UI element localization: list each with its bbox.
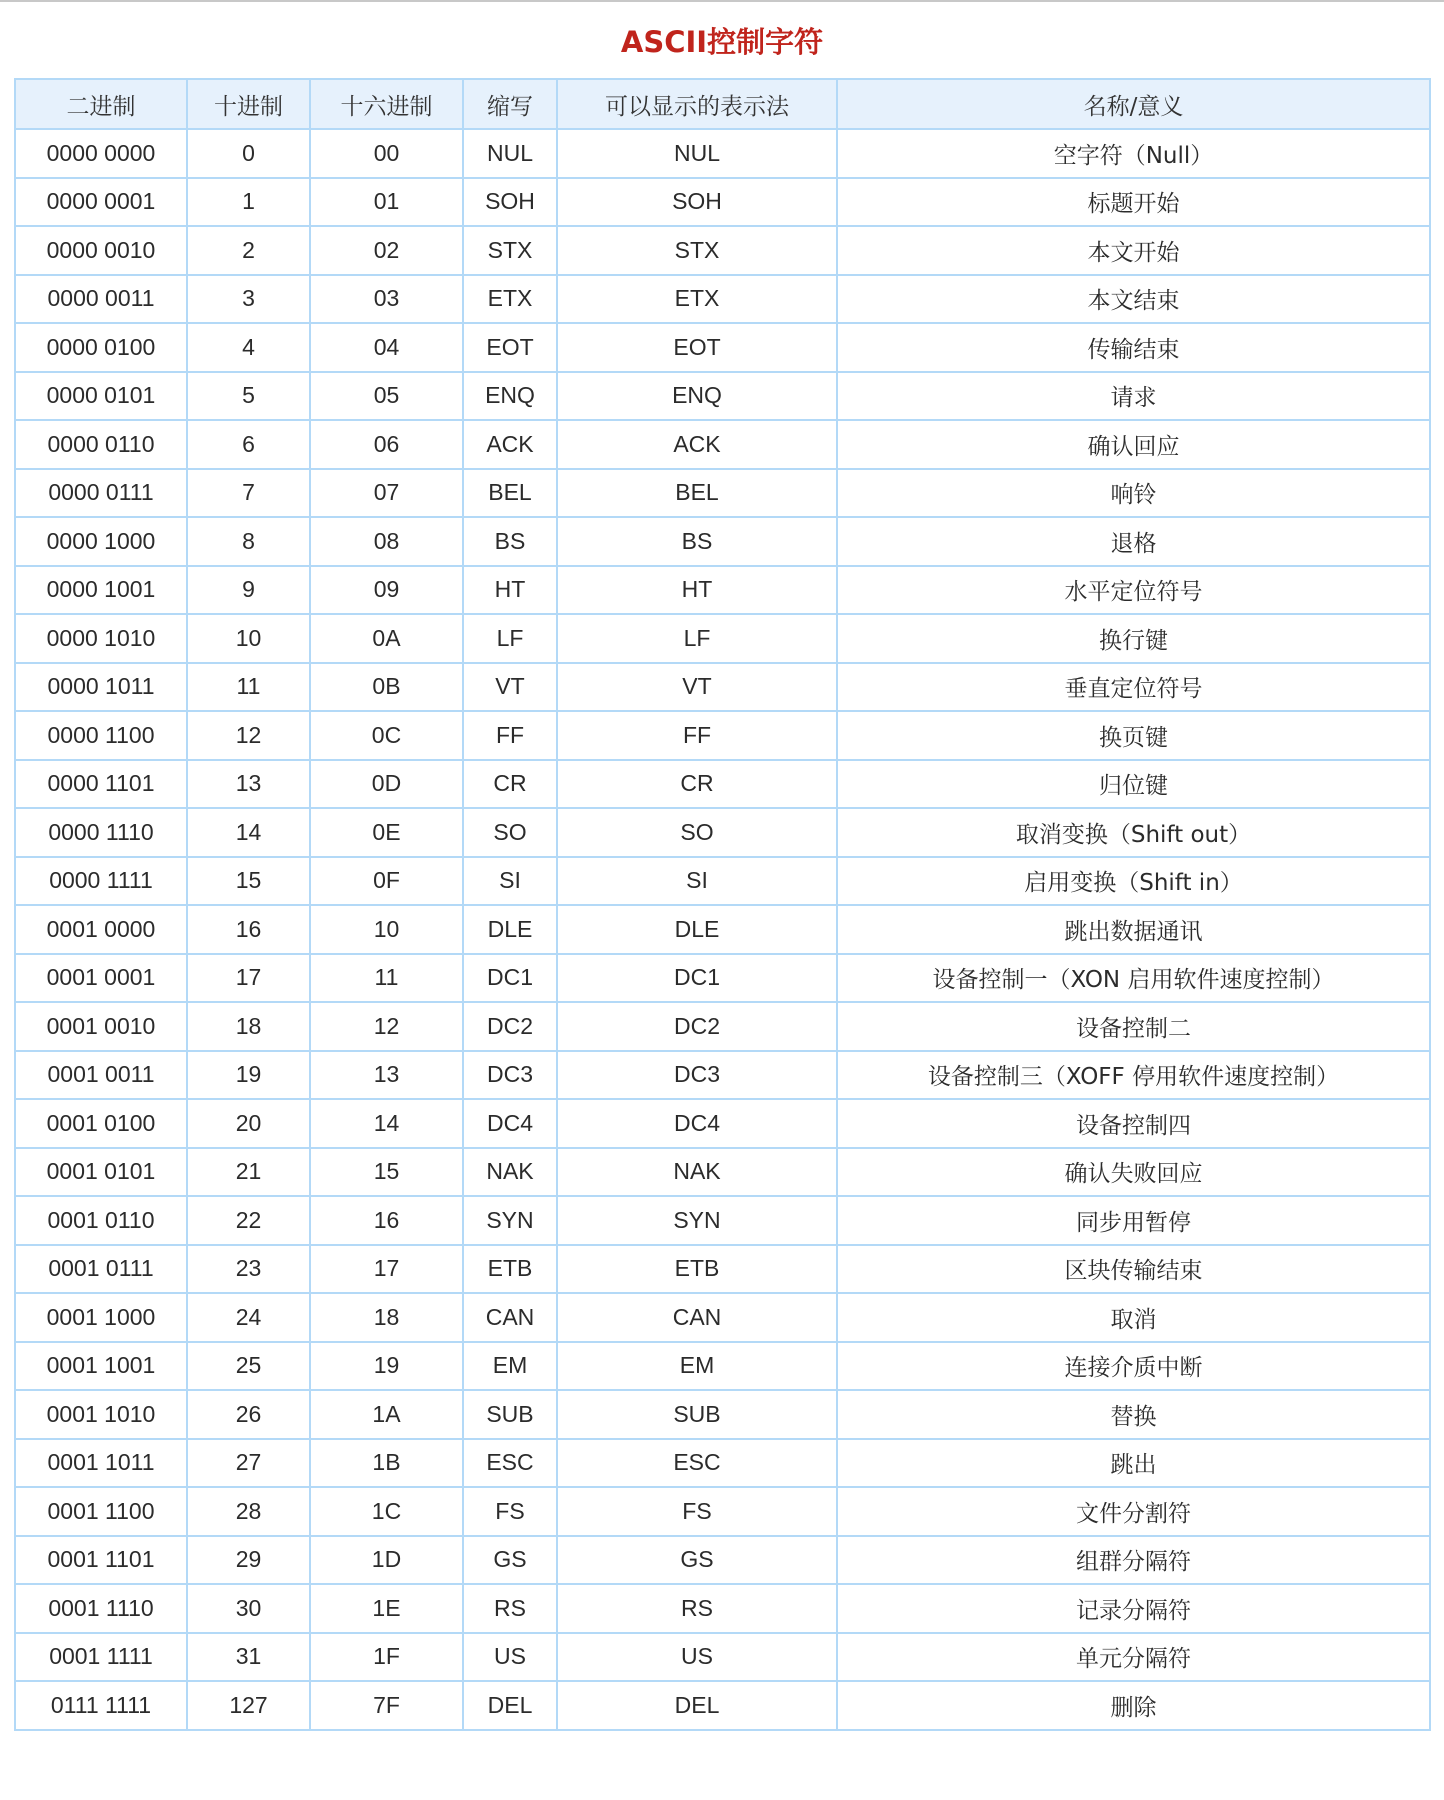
cell-abbreviation: BS [463,517,557,566]
cell-meaning: 替换 [837,1390,1430,1439]
cell-abbreviation: US [463,1633,557,1682]
cell-decimal: 27 [187,1439,310,1488]
cell-decimal: 14 [187,808,310,857]
cell-binary: 0001 1101 [15,1536,187,1585]
cell-decimal: 31 [187,1633,310,1682]
cell-decimal: 7 [187,469,310,518]
cell-hex: 7F [310,1681,463,1730]
cell-binary: 0001 0101 [15,1148,187,1197]
cell-hex: 1A [310,1390,463,1439]
cell-hex: 1B [310,1439,463,1488]
cell-hex: 10 [310,905,463,954]
cell-decimal: 15 [187,857,310,906]
cell-binary: 0000 1100 [15,711,187,760]
cell-binary: 0000 1111 [15,857,187,906]
cell-meaning: 同步用暂停 [837,1196,1430,1245]
cell-meaning: 换页键 [837,711,1430,760]
cell-meaning: 本文结束 [837,275,1430,324]
cell-abbreviation: NAK [463,1148,557,1197]
cell-decimal: 20 [187,1099,310,1148]
cell-binary: 0001 1110 [15,1584,187,1633]
cell-abbreviation: BEL [463,469,557,518]
top-divider [0,0,1444,2]
table-row [15,1439,1430,1488]
table-row [15,178,1430,227]
table-row [15,760,1430,809]
cell-display-glyph: CR [557,760,837,809]
cell-hex: 1C [310,1487,463,1536]
header-abbreviation: 缩写 [463,79,557,129]
cell-meaning: 取消变换（Shift out） [837,808,1430,857]
cell-display-glyph: BEL [557,469,837,518]
cell-abbreviation: ETB [463,1245,557,1294]
cell-display-glyph: BS [557,517,837,566]
cell-binary: 0001 1000 [15,1293,187,1342]
cell-decimal: 16 [187,905,310,954]
cell-display-glyph: ACK [557,420,837,469]
cell-meaning: 启用变换（Shift in） [837,857,1430,906]
table-row [15,1051,1430,1100]
cell-meaning: 归位键 [837,760,1430,809]
table-row [15,663,1430,712]
cell-display-glyph: NAK [557,1148,837,1197]
cell-decimal: 3 [187,275,310,324]
cell-binary: 0001 1111 [15,1633,187,1682]
cell-binary: 0001 1011 [15,1439,187,1488]
cell-decimal: 127 [187,1681,310,1730]
table-row [15,808,1430,857]
cell-decimal: 5 [187,372,310,421]
table-row [15,1196,1430,1245]
cell-binary: 0001 0001 [15,954,187,1003]
cell-binary: 0001 1001 [15,1342,187,1391]
cell-decimal: 12 [187,711,310,760]
cell-decimal: 30 [187,1584,310,1633]
cell-display-glyph: SYN [557,1196,837,1245]
cell-abbreviation: SUB [463,1390,557,1439]
cell-display-glyph: EM [557,1342,837,1391]
cell-abbreviation: DC4 [463,1099,557,1148]
cell-decimal: 17 [187,954,310,1003]
table-row [15,954,1430,1003]
cell-hex: 0C [310,711,463,760]
cell-meaning: 空字符（Null） [837,129,1430,178]
cell-hex: 18 [310,1293,463,1342]
cell-meaning: 确认回应 [837,420,1430,469]
cell-abbreviation: ENQ [463,372,557,421]
cell-abbreviation: DC2 [463,1002,557,1051]
cell-decimal: 25 [187,1342,310,1391]
cell-abbreviation: NUL [463,129,557,178]
table-row [15,614,1430,663]
cell-display-glyph: LF [557,614,837,663]
cell-display-glyph: SUB [557,1390,837,1439]
table-row [15,129,1430,178]
cell-abbreviation: ESC [463,1439,557,1488]
cell-hex: 01 [310,178,463,227]
cell-binary: 0001 0100 [15,1099,187,1148]
cell-decimal: 10 [187,614,310,663]
ascii-control-table [14,78,1431,1731]
cell-display-glyph: DC2 [557,1002,837,1051]
cell-display-glyph: FF [557,711,837,760]
cell-abbreviation: CAN [463,1293,557,1342]
cell-decimal: 8 [187,517,310,566]
cell-hex: 14 [310,1099,463,1148]
cell-display-glyph: SI [557,857,837,906]
header-decimal: 十进制 [187,79,310,129]
cell-display-glyph: VT [557,663,837,712]
cell-meaning: 组群分隔符 [837,1536,1430,1585]
cell-hex: 08 [310,517,463,566]
cell-meaning: 退格 [837,517,1430,566]
cell-hex: 05 [310,372,463,421]
cell-hex: 13 [310,1051,463,1100]
cell-abbreviation: DEL [463,1681,557,1730]
cell-abbreviation: FF [463,711,557,760]
cell-display-glyph: EOT [557,323,837,372]
cell-display-glyph: ESC [557,1439,837,1488]
cell-meaning: 跳出 [837,1439,1430,1488]
cell-display-glyph: DC3 [557,1051,837,1100]
cell-meaning: 确认失败回应 [837,1148,1430,1197]
cell-decimal: 4 [187,323,310,372]
cell-decimal: 18 [187,1002,310,1051]
cell-abbreviation: VT [463,663,557,712]
table-row [15,1681,1430,1730]
cell-meaning: 区块传输结束 [837,1245,1430,1294]
cell-meaning: 文件分割符 [837,1487,1430,1536]
cell-binary: 0000 0000 [15,129,187,178]
cell-display-glyph: RS [557,1584,837,1633]
cell-display-glyph: ETB [557,1245,837,1294]
cell-hex: 1D [310,1536,463,1585]
cell-abbreviation: HT [463,566,557,615]
cell-decimal: 23 [187,1245,310,1294]
cell-abbreviation: GS [463,1536,557,1585]
cell-decimal: 22 [187,1196,310,1245]
cell-abbreviation: SO [463,808,557,857]
table-row [15,226,1430,275]
cell-display-glyph: SO [557,808,837,857]
header-name-meaning: 名称/意义 [837,79,1430,129]
cell-display-glyph: DC1 [557,954,837,1003]
cell-abbreviation: ACK [463,420,557,469]
cell-binary: 0000 1010 [15,614,187,663]
table-row [15,1099,1430,1148]
cell-binary: 0001 0010 [15,1002,187,1051]
cell-meaning: 取消 [837,1293,1430,1342]
table-body [15,129,1430,1730]
cell-abbreviation: DLE [463,905,557,954]
cell-hex: 02 [310,226,463,275]
cell-binary: 0000 1000 [15,517,187,566]
table-row [15,1584,1430,1633]
table-row [15,469,1430,518]
header-hex: 十六进制 [310,79,463,129]
cell-abbreviation: DC1 [463,954,557,1003]
cell-binary: 0000 1101 [15,760,187,809]
cell-hex: 1E [310,1584,463,1633]
cell-meaning: 标题开始 [837,178,1430,227]
cell-display-glyph: DEL [557,1681,837,1730]
cell-binary: 0001 0111 [15,1245,187,1294]
cell-meaning: 跳出数据通讯 [837,905,1430,954]
cell-hex: 12 [310,1002,463,1051]
cell-decimal: 28 [187,1487,310,1536]
cell-hex: 15 [310,1148,463,1197]
cell-abbreviation: LF [463,614,557,663]
cell-hex: 1F [310,1633,463,1682]
cell-binary: 0001 0011 [15,1051,187,1100]
cell-binary: 0001 1010 [15,1390,187,1439]
cell-display-glyph: ETX [557,275,837,324]
cell-meaning: 设备控制四 [837,1099,1430,1148]
cell-hex: 0F [310,857,463,906]
cell-abbreviation: SOH [463,178,557,227]
cell-decimal: 1 [187,178,310,227]
cell-hex: 03 [310,275,463,324]
table-row [15,1390,1430,1439]
cell-binary: 0111 1111 [15,1681,187,1730]
cell-display-glyph: HT [557,566,837,615]
cell-decimal: 11 [187,663,310,712]
cell-meaning: 删除 [837,1681,1430,1730]
cell-abbreviation: CR [463,760,557,809]
cell-binary: 0000 0001 [15,178,187,227]
cell-display-glyph: DLE [557,905,837,954]
cell-meaning: 单元分隔符 [837,1633,1430,1682]
table-row [15,1002,1430,1051]
cell-decimal: 2 [187,226,310,275]
cell-hex: 0A [310,614,463,663]
cell-meaning: 记录分隔符 [837,1584,1430,1633]
cell-display-glyph: GS [557,1536,837,1585]
cell-hex: 11 [310,954,463,1003]
page-title: ASCII控制字符 [620,25,824,59]
cell-display-glyph: NUL [557,129,837,178]
cell-display-glyph: US [557,1633,837,1682]
cell-hex: 0D [310,760,463,809]
table-row [15,566,1430,615]
cell-meaning: 请求 [837,372,1430,421]
cell-meaning: 水平定位符号 [837,566,1430,615]
header-binary: 二进制 [15,79,187,129]
cell-decimal: 29 [187,1536,310,1585]
cell-decimal: 26 [187,1390,310,1439]
cell-meaning: 传输结束 [837,323,1430,372]
cell-decimal: 24 [187,1293,310,1342]
cell-binary: 0000 0011 [15,275,187,324]
cell-binary: 0000 0100 [15,323,187,372]
table-row [15,1487,1430,1536]
cell-abbreviation: EOT [463,323,557,372]
cell-decimal: 21 [187,1148,310,1197]
cell-binary: 0001 0000 [15,905,187,954]
table-row [15,857,1430,906]
table-row [15,420,1430,469]
cell-meaning: 换行键 [837,614,1430,663]
table-row [15,1293,1430,1342]
table-row [15,1342,1430,1391]
cell-display-glyph: FS [557,1487,837,1536]
table-header-row [15,79,1430,129]
cell-abbreviation: RS [463,1584,557,1633]
cell-binary: 0000 0110 [15,420,187,469]
table-row [15,711,1430,760]
cell-abbreviation: FS [463,1487,557,1536]
cell-hex: 04 [310,323,463,372]
cell-abbreviation: SYN [463,1196,557,1245]
header-display-form: 可以显示的表示法 [557,79,837,129]
cell-decimal: 19 [187,1051,310,1100]
cell-binary: 0001 1100 [15,1487,187,1536]
table-row [15,517,1430,566]
cell-display-glyph: ENQ [557,372,837,421]
cell-binary: 0000 0010 [15,226,187,275]
cell-display-glyph: CAN [557,1293,837,1342]
cell-binary: 0000 0111 [15,469,187,518]
cell-decimal: 0 [187,129,310,178]
table-row [15,1245,1430,1294]
cell-meaning: 本文开始 [837,226,1430,275]
cell-abbreviation: SI [463,857,557,906]
cell-meaning: 垂直定位符号 [837,663,1430,712]
table-row [15,275,1430,324]
cell-hex: 0B [310,663,463,712]
table-row [15,1536,1430,1585]
cell-hex: 06 [310,420,463,469]
cell-abbreviation: DC3 [463,1051,557,1100]
cell-hex: 07 [310,469,463,518]
cell-display-glyph: DC4 [557,1099,837,1148]
cell-hex: 19 [310,1342,463,1391]
cell-binary: 0001 0110 [15,1196,187,1245]
cell-hex: 0E [310,808,463,857]
cell-display-glyph: STX [557,226,837,275]
table-row [15,372,1430,421]
cell-binary: 0000 1001 [15,566,187,615]
cell-meaning: 连接介质中断 [837,1342,1430,1391]
cell-binary: 0000 1011 [15,663,187,712]
table-row [15,323,1430,372]
cell-hex: 00 [310,129,463,178]
cell-binary: 0000 1110 [15,808,187,857]
cell-hex: 17 [310,1245,463,1294]
cell-decimal: 13 [187,760,310,809]
cell-display-glyph: SOH [557,178,837,227]
cell-binary: 0000 0101 [15,372,187,421]
cell-decimal: 6 [187,420,310,469]
cell-meaning: 设备控制二 [837,1002,1430,1051]
cell-abbreviation: ETX [463,275,557,324]
cell-meaning: 响铃 [837,469,1430,518]
cell-abbreviation: STX [463,226,557,275]
cell-abbreviation: EM [463,1342,557,1391]
cell-hex: 16 [310,1196,463,1245]
cell-decimal: 9 [187,566,310,615]
table-row [15,905,1430,954]
cell-meaning: 设备控制一（XON 启用软件速度控制） [837,954,1430,1003]
table-row [15,1633,1430,1682]
cell-hex: 09 [310,566,463,615]
table-row [15,1148,1430,1197]
cell-meaning: 设备控制三（XOFF 停用软件速度控制） [837,1051,1430,1100]
